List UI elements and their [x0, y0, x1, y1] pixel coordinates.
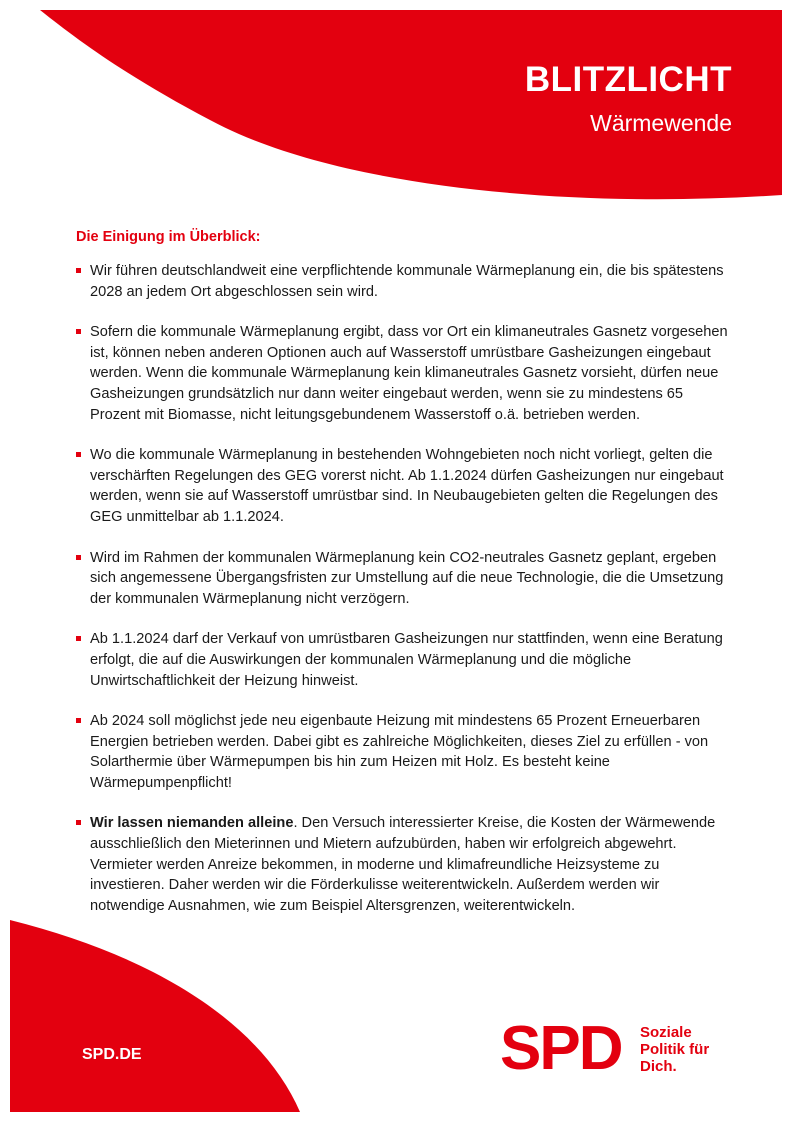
bullet-text: Wo die kommunale Wärmeplanung in bestehenden Wohngebieten noch nicht vorliegt, gelten die verschärften Regelungen des GEG vorerst nicht. Ab 1.1.2024 dürfen Gasheizungen nur eingebaut werden, wenn sie auf Wasserstoff umrüstbar sind. In Neubaugebieten gelten die Regelungen des GEG unmittelbar ab 1.1.2024.	[90, 447, 724, 525]
page-subtitle: Wärmewende	[590, 110, 732, 136]
bullet-text: Wir führen deutschlandweit eine verpflichtende kommunale Wärmeplanung ein, die bis spätestens 2028 an jedem Ort abgeschlossen sein wird.	[90, 263, 724, 300]
bullet-lead: Wir lassen niemanden alleine	[90, 815, 294, 832]
spd-logo: SPD	[500, 1014, 622, 1083]
section-title: Die Einigung im Überblick:	[76, 229, 261, 245]
bullet-item	[76, 445, 728, 527]
bullet-list	[76, 261, 728, 916]
bullet-item	[76, 813, 728, 916]
footer-red-swoosh	[10, 920, 300, 1112]
bullet-item	[76, 711, 728, 793]
bullet-text: Ab 1.1.2024 darf der Verkauf von umrüstbaren Gasheizungen nur stattfinden, wenn eine Beratung erfolgt, die auf die Auswirkungen der kommunalen Wärmeplanung und die mögliche Unwirtschaftlichkeit der Heizung hinweist.	[90, 631, 723, 689]
bullet-text: . Den Versuch interessierter Kreise, die Kosten der Wärmewende ausschließlich den Mieterinnen und Mietern aufzubürden, haben wir erfolgreich abgewehrt. Vermieter werden Anreize bekommen, in moderne und klimafreundliche Heizsysteme zu investieren. Daher werden wir die Förderkulisse weiterentwickeln. Außerdem werden wir notwendige Ausnahmen, wie zum Beispiel Altersgrenzen, weiterentwickeln.	[90, 815, 716, 914]
bullet-item	[76, 261, 728, 302]
slogan-line: Soziale	[640, 1024, 692, 1041]
bullet-item	[76, 629, 728, 691]
slogan-line: Dich.	[640, 1058, 677, 1075]
page-title: BLITZLICHT	[524, 60, 732, 99]
bullet-text: Wird im Rahmen der kommunalen Wärmeplanung kein CO2-neutrales Gasnetz geplant, ergeben sich angemessene Übergangsfristen zur Umstellung auf die neue Technologie, die die Umsetzung der kommunalen Wärmeplanung nicht verzögern.	[90, 549, 724, 607]
bullet-text: Ab 2024 soll möglichst jede neu eigenbaute Heizung mit mindestens 65 Prozent Erneuerbaren Energien betrieben werden. Dabei gibt es zahlreiche Möglichkeiten, dieses Ziel zu erfüllen - von Solarthermie über Wärmepumpen bis hin zum Heizen mit Holz. Es besteht keine Wärmepumpenpflicht!	[90, 713, 709, 791]
header	[525, 60, 732, 138]
slogan-line: Politik für	[640, 1041, 710, 1058]
main-content	[76, 229, 728, 936]
website-link[interactable]: SPD.DE	[82, 1046, 142, 1063]
bullet-item	[76, 322, 728, 425]
bullet-item	[76, 548, 728, 610]
bullet-text: Sofern die kommunale Wärmeplanung ergibt, dass vor Ort ein klimaneutrales Gasnetz vorgesehen ist, können neben anderen Optionen auch auf Wasserstoff umrüstbare Gasheizungen eingebaut werden. Wenn die kommunale Wärmeplanung kein klimaneutrales Gasnetz vorsieht, dürfen neue Gasheizungen grundsätzlich nur dann weiter eingebaut werden, wenn sie zu mindestens 65 Prozent mit Biomasse, nicht leitungsgebundenem Wasserstoff o.ä. betrieben werden.	[90, 324, 728, 423]
slogan	[640, 1024, 709, 1075]
